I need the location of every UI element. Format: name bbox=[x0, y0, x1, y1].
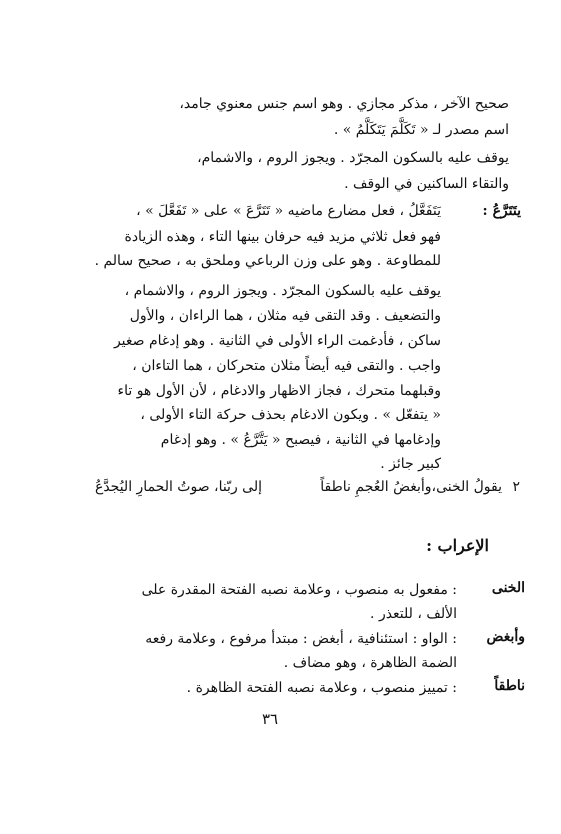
hemistich-second: إلى ربّنا، صوتُ الحمارِ اليُجدَّعُ bbox=[94, 479, 262, 495]
hemistich-first: يقولُ الخنى،وأبغضُ العُجمِ ناطقاً bbox=[320, 479, 502, 495]
text-line: للمطاوعة . وهو على وزن الرباعي وملحق به ، صحيح سالم . bbox=[94, 253, 441, 269]
verse-number: ٢ bbox=[512, 479, 520, 495]
irab-term: الخنى bbox=[491, 580, 525, 596]
text-line: فهو فعل ثلاثي مزيد فيه حرفان بينها التاء ، وهذه الزيادة bbox=[124, 229, 441, 245]
irab-line: : تمييز منصوب ، وعلامة نصبه الفتحة الظاهرة . bbox=[186, 680, 457, 696]
text-line: « يتفعّل » . ويكون الادغام بحذف حركة التاء الأولى ، bbox=[140, 407, 441, 423]
poem-verse bbox=[80, 476, 520, 498]
text-line: اسم مصدر لـ « تَكَلَّمَ يَتَكَلَّمُ » . bbox=[333, 122, 509, 138]
text-line: والتضعيف . وقد التقى فيه مثلان ، هما الراءان ، والأول bbox=[129, 308, 441, 324]
text-line: وقبلهما متحرك ، فجاز الاظهار والادغام ، لأن الأول هو تاء bbox=[117, 383, 441, 399]
text-line: والتقاء الساكنين في الوقف . bbox=[344, 176, 509, 192]
irab-line: الألف ، للتعذر . bbox=[370, 606, 457, 622]
vocab-term: يتَتَرَّعُ : bbox=[482, 203, 521, 219]
irab-line: : مفعول به منصوب ، وعلامة نصبه الفتحة المقدرة على bbox=[141, 582, 457, 598]
irab-line: : الواو : استئنافية ، أبغض : مبتدأ مرفوع ، وعلامة رفعه bbox=[145, 631, 457, 647]
text-line: يوقف عليه بالسكون المجرّد . ويجوز الروم ، والاشمام ، bbox=[124, 283, 441, 299]
text-line: يوقف عليه بالسكون المجرّد . ويجوز الروم ، والاشمام، bbox=[197, 150, 509, 166]
irab-line: الضمة الظاهرة ، وهو مضاف . bbox=[283, 655, 457, 671]
text-line: كبير جائز . bbox=[380, 456, 441, 472]
text-line: صحيح الآخر ، مذكر مجازي . وهو اسم جنس معنوي جامد، bbox=[179, 96, 509, 112]
page-number: ٣٦ bbox=[262, 710, 279, 728]
text-line: يَتَفَعَّلُ ، فعل مضارع ماضيه « تَتَرَّعَ » على « تَفَعَّلَ » ، bbox=[136, 203, 441, 219]
text-line: واجب . والتقى فيه أيضاً مثلان متحركان ، هما التاءان ، bbox=[132, 358, 441, 374]
section-heading: الإعراب : bbox=[426, 536, 489, 555]
text-line: ساكن ، فأدغمت الراء الأولى في الثانية . وهو إدغام صغير bbox=[113, 333, 441, 349]
text-line: وإدغامها في الثانية ، فيصبح « يَتَّرَّعُ » . وهو إدغام bbox=[160, 432, 441, 448]
irab-term: وأبغض bbox=[486, 629, 525, 645]
irab-term: ناطقاً bbox=[494, 678, 525, 694]
